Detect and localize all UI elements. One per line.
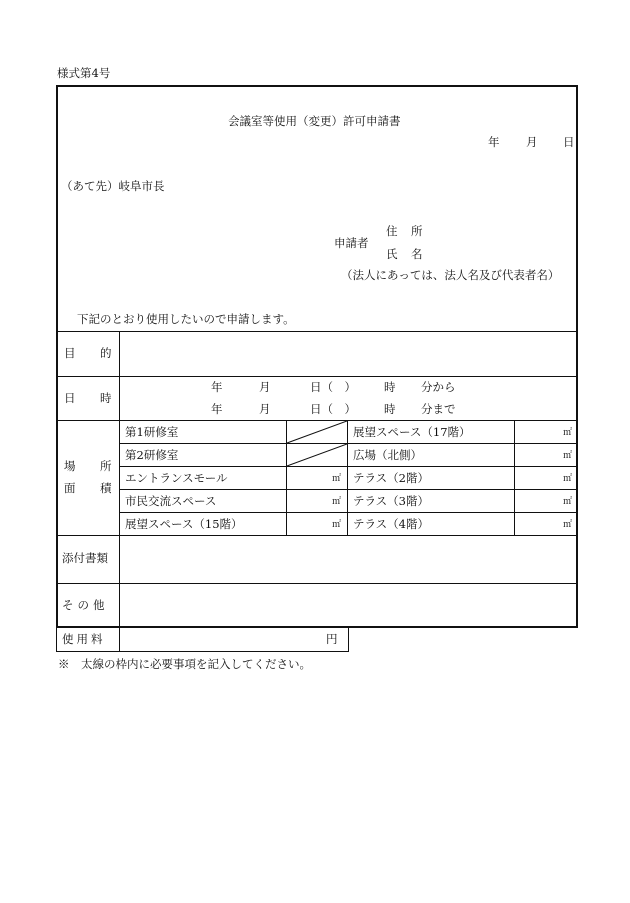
room-right-name: テラス（3階） [353,494,429,508]
addressee: （あて先）岐阜市長 [61,179,165,193]
room-right-unit: ㎡ [563,520,573,530]
room-left-unit: ㎡ [332,497,342,507]
room-right-name: 展望スペース（17階） [353,425,471,439]
rule-room-3 [119,489,577,490]
rule-room-right-split [514,420,515,535]
rule-room-1 [119,443,577,444]
rule-place-bottom [57,535,577,536]
from-hour: 時 [384,380,396,394]
datetime-label-2: 時 [100,391,112,405]
from-month: 月 [259,380,271,394]
room-right-unit: ㎡ [563,451,573,461]
date-day-label: 日 [563,135,575,149]
rule-room-2 [119,466,577,467]
form-frame [56,85,578,628]
from-day: 日（ ） [310,380,356,394]
other-label: その他 [62,598,109,612]
name-label-1: 氏 [386,247,398,261]
form-number: 様式第4号 [57,66,111,80]
room-right-unit: ㎡ [563,474,573,484]
room-left-name: 市民交流スペース [125,494,217,508]
rule-label-column [119,331,120,627]
rule-purpose-bottom [57,376,577,377]
datetime-label-1: 日 [64,391,76,405]
room-left-name: 第1研修室 [125,425,179,439]
from-suffix: 分から [421,380,456,394]
room-right-name: テラス（2階） [353,471,429,485]
date-month-label: 月 [526,135,538,149]
rule-room-mid [347,420,348,535]
room-left-name: エントランスモール [125,471,228,485]
room-left-unit: ㎡ [332,474,342,484]
rule-attach-bottom [57,583,577,584]
purpose-label-1: 目 [64,346,76,360]
name-label-2: 名 [411,247,423,261]
room-right-unit: ㎡ [563,428,573,438]
address-label-2: 所 [411,224,423,238]
attachments-label: 添付書類 [62,551,108,565]
rule-room-4 [119,512,577,513]
fee-unit: 円 [326,632,338,646]
room-right-name: 広場（北側） [353,448,422,462]
room-right-unit: ㎡ [563,497,573,507]
room-left-unit: ㎡ [332,520,342,530]
to-hour: 時 [384,402,396,416]
room-left-name: 展望スペース（15階） [125,517,243,531]
to-month: 月 [259,402,271,416]
place-label-2: 所 [100,459,112,473]
to-suffix: 分まで [421,402,456,416]
applicant-label: 申請者 [334,236,369,250]
fee-divider [119,628,120,652]
purpose-label-2: 的 [100,346,112,360]
place-label-1: 場 [64,459,76,473]
room-right-name: テラス（4階） [353,517,429,531]
rule-table-top [57,331,577,332]
no-area-slash [286,420,347,466]
date-year-label: 年 [488,135,500,149]
form-title: 会議室等使用（変更）許可申請書 [228,114,401,128]
corporation-note: （法人にあっては、法人名及び代表者名） [341,268,560,282]
footnote: ※ 太線の枠内に必要事項を記入してください。 [58,657,311,671]
intro-text: 下記のとおり使用したいので申請します。 [77,312,295,326]
to-year: 年 [211,402,223,416]
area-label-1: 面 [64,481,76,495]
fee-label: 使用料 [62,632,106,646]
to-day: 日（ ） [310,402,356,416]
from-year: 年 [211,380,223,394]
area-label-2: 積 [100,481,112,495]
address-label-1: 住 [386,224,398,238]
room-left-name: 第2研修室 [125,448,179,462]
